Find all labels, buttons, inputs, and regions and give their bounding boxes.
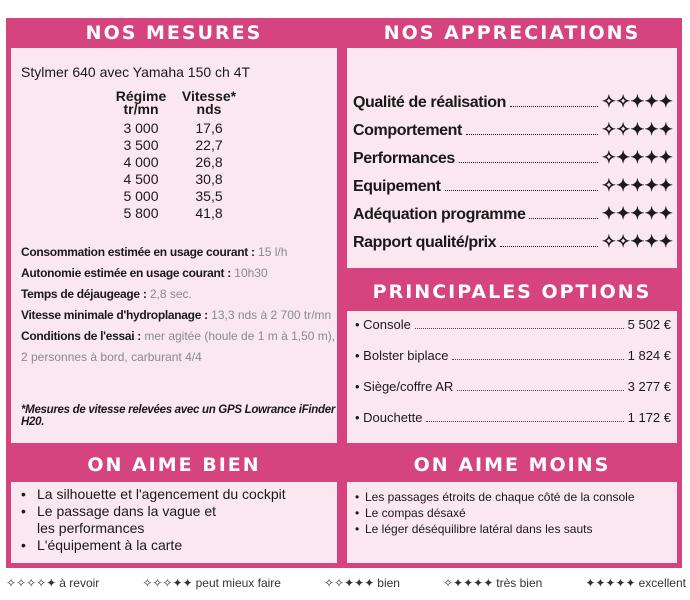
list-item bbox=[21, 503, 286, 537]
header-regime: Régime bbox=[115, 88, 167, 104]
header-vitesse: Vitesse* bbox=[181, 88, 237, 104]
mesures-title: NOS MESURES bbox=[85, 22, 263, 44]
detail-conditions-cont bbox=[21, 347, 341, 368]
options-title: PRINCIPALES OPTIONS bbox=[372, 281, 652, 303]
legend-label: bien bbox=[377, 576, 400, 590]
speed-table-header bbox=[103, 90, 239, 116]
aime-bien-body bbox=[11, 482, 337, 563]
regime-cell: 4 000 bbox=[123, 154, 159, 170]
table-row bbox=[103, 205, 239, 222]
rating-stars-icon: ✦✦✦✦✦ bbox=[601, 204, 673, 223]
legend-stars-icon: ✧✧✦✦✦ bbox=[324, 576, 375, 590]
aime-moins-panel bbox=[342, 448, 682, 568]
rating-label: Rapport qualité/prix bbox=[353, 234, 497, 251]
mesures-panel bbox=[6, 18, 342, 448]
rating-stars-icon: ✧✧✦✦✦ bbox=[601, 232, 673, 251]
aime-moins-body bbox=[347, 482, 677, 563]
detail-label: Vitesse minimale d'hydroplanage : bbox=[21, 308, 208, 322]
option-price: 1 172 € bbox=[627, 410, 671, 425]
speed-table bbox=[103, 90, 239, 222]
header-vitesse-unit: nds bbox=[196, 101, 222, 117]
detail-consommation bbox=[21, 242, 341, 263]
option-label: • Siège/coffre AR bbox=[355, 379, 454, 394]
rating-label: Equipement bbox=[353, 178, 441, 195]
table-row bbox=[103, 171, 239, 188]
leader-dots bbox=[457, 390, 623, 391]
legend-label: à revoir bbox=[59, 576, 100, 590]
options-list bbox=[355, 317, 671, 441]
rating-row bbox=[353, 204, 673, 232]
rating-label: Qualité de réalisation bbox=[353, 94, 507, 111]
option-row bbox=[355, 348, 671, 379]
option-price: 5 502 € bbox=[627, 317, 671, 332]
rating-stars-icon: ✧✦✦✦✦ bbox=[601, 148, 673, 167]
pros-list bbox=[21, 486, 286, 554]
aime-bien-title: ON AIME BIEN bbox=[87, 454, 261, 476]
legend-item bbox=[585, 576, 686, 590]
vitesse-cell: 35,5 bbox=[195, 188, 223, 204]
rating-label: Comportement bbox=[353, 122, 462, 139]
detail-value: mer agitée (houle de 1 m à 1,50 m), bbox=[144, 329, 336, 343]
rating-row bbox=[353, 92, 673, 120]
legend-label: peut mieux faire bbox=[195, 576, 281, 590]
list-item: • Le léger déséquilibre latéral dans les sauts bbox=[355, 521, 635, 537]
option-label: • Douchette bbox=[355, 410, 423, 425]
option-row bbox=[355, 317, 671, 348]
option-row bbox=[355, 410, 671, 441]
rating-row bbox=[353, 232, 673, 260]
legend-stars-icon: ✦✦✦✦✦ bbox=[585, 576, 636, 590]
option-price: 3 277 € bbox=[627, 379, 671, 394]
legend-item bbox=[6, 576, 99, 590]
leader-dots bbox=[529, 218, 597, 219]
option-price: 1 824 € bbox=[627, 348, 671, 363]
leader-dots bbox=[500, 246, 598, 247]
option-row bbox=[355, 379, 671, 410]
appreciations-title: NOS APPRECIATIONS bbox=[383, 22, 641, 44]
legend-item bbox=[142, 576, 281, 590]
list-item: • Le compas désaxé bbox=[355, 505, 635, 521]
list-item-line: Le passage dans la vague et bbox=[37, 503, 217, 519]
rating-row bbox=[353, 148, 673, 176]
vitesse-cell: 41,8 bbox=[195, 205, 223, 221]
legend-stars-icon: ✧✧✧✦✦ bbox=[142, 576, 193, 590]
regime-cell: 4 500 bbox=[123, 171, 159, 187]
detail-label: Conditions de l'essai : bbox=[21, 329, 141, 343]
options-body bbox=[347, 311, 677, 443]
rating-stars-icon: ✧✦✦✦✦ bbox=[601, 176, 673, 195]
options-panel bbox=[342, 273, 682, 448]
legend-label: très bien bbox=[496, 576, 543, 590]
appreciations-panel bbox=[342, 18, 682, 273]
table-row bbox=[103, 137, 239, 154]
regime-cell: 5 800 bbox=[123, 205, 159, 221]
legend-stars-icon: ✧✦✦✦✦ bbox=[442, 576, 494, 590]
vitesse-cell: 26,8 bbox=[195, 154, 223, 170]
detail-dejaugeage bbox=[21, 284, 341, 305]
leader-dots bbox=[466, 134, 598, 135]
legend-label: excellent bbox=[638, 576, 686, 590]
regime-cell: 3 500 bbox=[123, 137, 159, 153]
detail-label: Consommation estimée en usage courant : bbox=[21, 245, 255, 259]
table-row bbox=[103, 188, 239, 205]
detail-value: 13,3 nds à 2 700 tr/mn bbox=[211, 308, 332, 322]
regime-cell: 3 000 bbox=[123, 120, 159, 136]
list-item: • L'équipement à la carte bbox=[21, 537, 286, 554]
leader-dots bbox=[452, 359, 623, 360]
detail-value: 2,8 sec. bbox=[149, 287, 192, 301]
leader-dots bbox=[415, 328, 624, 329]
rating-stars-icon: ✧✧✦✦✦ bbox=[601, 120, 673, 139]
list-item-line: les performances bbox=[37, 520, 145, 536]
vitesse-cell: 17,6 bbox=[195, 120, 223, 136]
detail-value: 15 l/h bbox=[258, 245, 288, 259]
detail-value: 10h30 bbox=[234, 266, 268, 280]
rating-row bbox=[353, 176, 673, 204]
regime-cell: 5 000 bbox=[123, 188, 159, 204]
detail-conditions bbox=[21, 326, 341, 347]
detail-label: Temps de déjaugeage : bbox=[21, 287, 147, 301]
leader-dots bbox=[445, 190, 598, 191]
legend-item bbox=[443, 576, 542, 590]
leader-dots bbox=[459, 162, 598, 163]
table-row bbox=[103, 120, 239, 137]
leader-dots bbox=[426, 421, 623, 422]
table-row bbox=[103, 154, 239, 171]
cons-list bbox=[355, 489, 635, 537]
boat-model: Stylmer 640 avec Yamaha 150 ch 4T bbox=[21, 64, 251, 80]
detail-label: Autonomie estimée en usage courant : bbox=[21, 266, 231, 280]
mesures-body bbox=[11, 48, 337, 443]
rating-legend bbox=[6, 576, 686, 590]
appreciations-body bbox=[347, 48, 677, 268]
rating-label: Adéquation programme bbox=[353, 206, 526, 223]
header-regime-unit: tr/mn bbox=[123, 101, 159, 117]
leader-dots bbox=[510, 106, 598, 107]
list-item: • Les passages étroits de chaque côté de la console bbox=[355, 489, 635, 505]
aime-bien-panel bbox=[6, 448, 342, 568]
rating-stars-icon: ✧✧✦✦✦ bbox=[601, 92, 673, 111]
aime-moins-title: ON AIME MOINS bbox=[413, 454, 611, 476]
option-label: • Bolster biplace bbox=[355, 348, 449, 363]
detail-vitesse-minimale bbox=[21, 305, 341, 326]
detail-value: 2 personnes à bord, carburant 4/4 bbox=[21, 350, 202, 364]
performance-details bbox=[21, 242, 341, 368]
gps-note: *Mesures de vitesse relevées avec un GPS Lowrance iFinder H20. bbox=[21, 404, 336, 428]
list-item: • La silhouette et l'agencement du cockpit bbox=[21, 486, 286, 503]
vitesse-cell: 30,8 bbox=[195, 171, 223, 187]
rating-list bbox=[353, 92, 673, 260]
rating-label: Performances bbox=[353, 150, 455, 167]
detail-autonomie bbox=[21, 263, 341, 284]
vitesse-cell: 22,7 bbox=[195, 137, 223, 153]
legend-item bbox=[324, 576, 400, 590]
legend-stars-icon: ✧✧✧✧✦ bbox=[6, 576, 57, 590]
rating-row bbox=[353, 120, 673, 148]
option-label: • Console bbox=[355, 317, 411, 332]
